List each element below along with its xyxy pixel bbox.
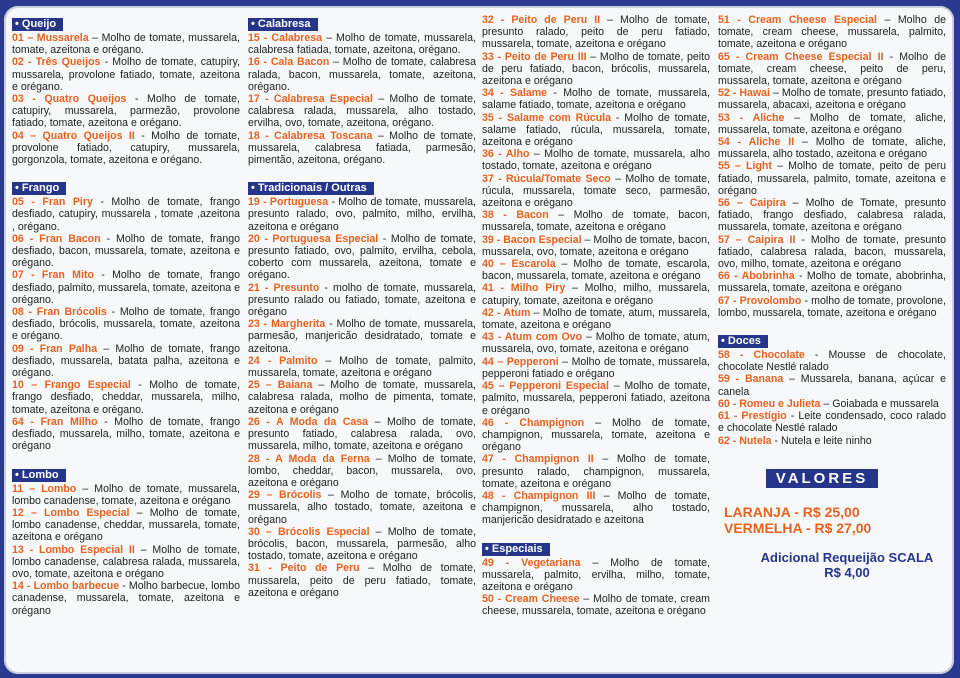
menu-item-description: – Molho de tomate, presunto ralado, champignon, mussarela, tomate, azeitona e orégano <box>482 453 710 490</box>
menu-item <box>12 580 240 617</box>
menu-item-name: 16 - Cala Bacon <box>248 56 330 69</box>
menu-item <box>12 544 240 581</box>
menu-item-description: – Molho de tomate, palmito, mussarela, tomate, azeitona e orégano <box>248 354 476 380</box>
additional-price: R$ 4,00 <box>824 564 870 580</box>
menu-section <box>482 14 710 527</box>
menu-item <box>12 343 240 380</box>
menu-item-description: – Molho de tomate, lombo, cheddar, bacon, mussarela, ovo, azeitona e orégano <box>248 452 476 489</box>
section-title: • Frango <box>12 182 66 195</box>
menu-item-name: 62 - Nutela <box>718 434 772 447</box>
menu-item-description: – Molho de tomate, peito de peru fatiado, bacon, brócolis, mussarela, azeitona e orégano <box>482 50 710 88</box>
menu-item <box>718 197 946 234</box>
menu-item <box>482 453 710 490</box>
menu-item-description: – Molho de tomate, mussarela, calabresa fatiada, tomate, azeitona, orégano. <box>248 32 476 57</box>
section-title: • Especiais <box>482 543 550 556</box>
menu-item-name: 48 - Champignon III <box>482 489 596 502</box>
menu-item-name: 36 - Alho <box>482 148 530 161</box>
menu-item-name: 17 - Calabresa Especial <box>248 93 373 106</box>
menu-item-name: 41 - Milho Piry <box>482 282 566 295</box>
menu-item-description: - Molho de tomate, mussarela, salame fatiado, tomate, azeitona e orégano <box>482 87 710 112</box>
menu-item-name: 37 - Rúcula/Tomate Seco <box>482 172 611 185</box>
menu-item-name: 11 – Lombo <box>12 482 77 495</box>
menu-item-name: 53 - Aliche <box>718 111 785 124</box>
menu-item <box>248 416 476 453</box>
menu-item-name: 56 – Caipira <box>718 197 786 210</box>
menu-item-description: - Molho de tomate, mussarela, parmesão, manjericão desidratado, tomate e azeitona. <box>248 318 476 355</box>
menu-item-description: - Nutela e leite ninho <box>771 434 872 447</box>
menu-item-name: 59 - Banana <box>718 373 784 386</box>
menu-item-name: 51 - Cream Cheese Especial <box>718 14 877 26</box>
menu-item <box>482 209 710 233</box>
menu-item-description: - Molho de tomate, frango desfiado, cheddar, mussarela, milho, tomate, azeitona e orégano. <box>12 379 240 416</box>
menu-item <box>12 416 240 453</box>
menu-item <box>12 379 240 416</box>
menu-item <box>482 307 710 331</box>
menu-item-description: - Mousse de chocolate, chocolate Nestlé ralado <box>718 349 946 374</box>
menu-item-description: – Molho de tomate, presunto ralado, peito de peru fatiado, mussarela, tomate, azeitona e orégano <box>482 14 710 51</box>
additional-info <box>718 550 946 580</box>
menu-item-description: – Molho de tomate, mussarela, peito de peru fatiado, tomate, azeitona e orégano <box>248 562 476 599</box>
menu-section <box>12 465 240 617</box>
menu-item-name: 31 - Peito de Peru <box>248 562 360 575</box>
menu-item-name: 65 - Cream Cheese Especial II <box>718 50 884 63</box>
menu-item-description: – Molho de Tomate, presunto fatiado, frango desfiado, calabresa ralada, mussarela, tomate, azeitona e orégano <box>718 197 946 234</box>
section-title: • Lombo <box>12 469 66 482</box>
menu-item-name: 61 - Prestígio <box>718 410 787 423</box>
menu-item <box>718 435 946 447</box>
menu-item-name: 38 - Bacon <box>482 209 549 222</box>
menu-item <box>12 56 240 93</box>
menu-item-name: 04 – Quatro Queijos II <box>12 129 135 142</box>
menu-item-name: 28 - A Moda da Ferna <box>248 452 370 465</box>
menu-section <box>12 178 240 452</box>
menu-item <box>482 331 710 355</box>
menu-item-name: 30 – Brócolis Especial <box>248 525 370 538</box>
menu-item-name: 09 - Fran Palha <box>12 342 98 355</box>
menu-item-name: 66 - Abobrinha <box>718 270 795 283</box>
menu-item <box>718 87 946 111</box>
menu-item-description: – Molho de tomate, escarola, bacon, mussarela, tomate, azeitona e orégano <box>482 258 711 283</box>
menu-item-description: – Molho de tomate, lombo canadense, calabresa ralada, mussarela, ovo, tomate, azeitona e orégano <box>12 543 240 580</box>
menu-item-name: 25 – Baiana <box>248 379 313 392</box>
menu-item <box>718 112 946 136</box>
menu-section <box>248 178 476 599</box>
menu-item-name: 54 - Aliche II <box>718 136 795 149</box>
menu-item <box>248 489 476 526</box>
menu-item <box>248 56 476 93</box>
menu-item-description: – Molho de tomate, atum, mussarela, tomate, azeitona e orégano <box>482 306 710 332</box>
menu-item <box>12 32 240 56</box>
menu-section <box>718 331 946 447</box>
menu-item-description: – Molho de tomate, mussarela, alho tostado, tomate, azeitona e orégano <box>482 148 711 173</box>
menu-item-description: – Molho de tomate, lombo canadense, cheddar, mussarela, tomate, azeitona e orégano <box>12 506 240 544</box>
menu-item-name: 43 - Atum com Ovo <box>482 331 583 344</box>
section-title: • Calabresa <box>248 18 318 31</box>
menu-item <box>482 51 710 88</box>
menu-item-name: 64 - Fran Milho <box>12 415 98 428</box>
price-list <box>718 504 946 536</box>
menu-item <box>248 355 476 379</box>
menu-item-name: 45 – Pepperoni Especial <box>482 380 609 393</box>
section-title: • Queijo <box>12 18 63 31</box>
menu-column-4 <box>718 14 946 580</box>
menu-item <box>482 557 710 594</box>
menu-item-description: – Molho de tomate, aliche, mussarela, alho tostado, azeitona e orégano <box>718 136 946 161</box>
menu-item <box>482 282 710 306</box>
menu-item <box>248 233 476 282</box>
menu-item-name: 12 – Lombo Especial <box>12 506 130 519</box>
menu-item <box>12 269 240 306</box>
menu-item <box>248 453 476 490</box>
menu-item <box>482 417 710 454</box>
menu-item <box>482 148 710 172</box>
menu-item-name: 03 - Quatro Queijos <box>12 93 127 106</box>
menu-item <box>482 234 710 258</box>
menu-item <box>718 349 946 373</box>
menu-item <box>482 87 710 111</box>
menu-item <box>482 593 710 617</box>
menu-item-name: 40 – Escarola <box>482 258 556 271</box>
menu-item-name: 07 - Fran Mito <box>12 269 94 282</box>
menu-item-description: - Molho de tomate, cream cheese, peito de peru, mussarela, tomate, azeitona e orégano <box>718 50 946 88</box>
menu-item-name: 55 – Light <box>718 160 772 173</box>
menu-item-description: - molho de tomate, mussarela, presunto ralado ou fatiado, tomate, azeitona e orégano <box>248 281 476 319</box>
menu-item-description: - Leite condensado, coco ralado e chocolate Nestlé ralado <box>718 410 946 435</box>
menu-item <box>718 373 946 397</box>
menu-item <box>12 233 240 270</box>
menu-item-name: 33 - Peito de Peru III <box>482 50 587 63</box>
menu-item-description: – Molho de tomate, mussarela, palmito, ervilha, milho, tomate, azeitona e orégano <box>482 556 710 593</box>
menu-item-name: 50 - Cream Cheese <box>482 593 580 606</box>
menu-item <box>248 130 476 167</box>
menu-item <box>248 282 476 319</box>
menu-item-name: 39 - Bacon Especial <box>482 233 582 246</box>
menu-item <box>482 380 710 417</box>
menu-item-name: 32 - Peito de Peru II <box>482 14 601 26</box>
menu-item-name: 42 - Atum <box>482 306 531 319</box>
menu-item-description: – Molho de tomate, rúcula, mussarela, tomate seco, parmesão, azeitona e orégano <box>482 172 710 210</box>
menu-item-description: - Molho de tomate, presunto fatiado, ovo, palmito, ervilha, cebola, coberto com mussarela, azeitona, tomate e orégano. <box>248 232 476 282</box>
menu-item-name: 19 - Portuguesa <box>248 196 329 209</box>
menu-item-name: 15 - Calabresa <box>248 32 323 44</box>
menu-item <box>482 356 710 380</box>
menu-item-name: 02 - Três Queijos <box>12 56 101 69</box>
menu-item-name: 21 - Presunto <box>248 281 320 294</box>
menu-item-description: – Molho de tomate, peito de peru fatiado, mussarela, palmito, tomate, azeitona e orégano <box>718 160 946 197</box>
menu-item-description: - molho de tomate, provolone, lombo, mussarela, tomate, azeitona e orégano <box>718 294 946 319</box>
menu-item-name: 01 – Mussarela <box>12 32 89 44</box>
menu-item-description: – Goiabada e mussarela <box>820 397 939 410</box>
menu-item-description: - Molho de tomate, frango desfiado, brócolis, mussarela, tomate, azeitona e orégano. <box>12 306 241 343</box>
menu-item-description: – Molho de tomate, bacon, mussarela, tomate, azeitona e orégano <box>482 209 710 234</box>
menu-item-description: – Molho de tomate, champignon, mussarela, alho tostado, manjericão desidratado e azeitona <box>482 489 710 527</box>
menu-item-description: – Molho de tomate, aliche, mussarela, tomate, azeitona e orégano <box>718 111 946 136</box>
menu-item-description: - Molho de tomate, catupiry, mussarela, provolone fatiado, tomate, azeitona e orégano. <box>12 56 240 93</box>
menu-item-name: 20 - Portuguesa Especial <box>248 232 379 245</box>
menu-item-name: 10 – Frango Especial <box>12 379 131 392</box>
menu-item-name: 60 - Romeu e Julieta <box>718 397 821 410</box>
menu-item-name: 29 – Brócolis <box>248 489 322 502</box>
menu-item-name: 08 - Fran Brócolis <box>12 306 107 319</box>
menu-item <box>248 32 476 56</box>
menu-item-name: 24 - Palmito <box>248 354 318 367</box>
menu-item <box>482 173 710 210</box>
menu-item-name: 46 - Champignon <box>482 416 585 429</box>
menu-item <box>248 379 476 416</box>
section-title: • Doces <box>718 335 768 348</box>
menu-item-name: 23 - Margherita <box>248 318 326 331</box>
menu-section <box>718 14 946 319</box>
menu-item-name: 05 - Fran Piry <box>12 196 93 209</box>
menu-item-description: – Molho de tomate, calabresa ralada, mussarela, alho tostado, ervilha, ovo, tomate, azeitona, orégano. <box>248 93 476 130</box>
menu-item-name: 52 - Hawai <box>718 87 770 100</box>
menu-column-3 <box>482 14 710 630</box>
menu-item-description: - Molho de tomate, catupiry, mussarela, parmezão, provolone fatiado, tomate, azeitona e orégano. <box>12 93 240 130</box>
menu-item-name: 67 - Provolombo <box>718 294 802 307</box>
menu-item-description: – Molho de tomate, bacon, mussarela, ovo, tomate, azeitona e orégano <box>482 233 710 258</box>
menu-item-name: 13 - Lombo Especial II <box>12 543 135 556</box>
menu-item-description: – Molho de tomate, mussarela, calabresa fatiada, parmesão, pimentão, azeitona, orégano. <box>248 129 476 167</box>
menu-item-description: – Molho de tomate, mussarela, calabresa ralada, molho de pimenta, tomate, azeitona e orégano <box>248 379 476 416</box>
menu-item-description: – Molho de tomate, frango desfiado, mussarela, batata palha, azeitona e orégano. <box>12 342 240 380</box>
menu-item-description: – Molho de tomate, calabresa ralada, bacon, mussarela, tomate, azeitona, orégano. <box>248 56 476 93</box>
menu-item-description: - Molho de tomate, frango desfiado, mussarela, milho, tomate, azeitona e orégano <box>12 415 240 453</box>
additional-label: Adicional Requeijão SCALA <box>760 549 934 565</box>
menu-item-description: – Molho de tomate, cream cheese, mussarela, tomate, azeitona e orégano <box>482 593 710 618</box>
menu-item-description: – Mussarela, banana, açúcar e canela <box>718 373 946 398</box>
menu-item-description: - Molho barbecue, lombo canadense, mussarela, tomate, azeitona e orégano <box>12 580 240 617</box>
menu-item <box>482 112 710 149</box>
menu-item-description: – Molho de tomate, palmito, mussarela, pepperoni fatiado, azeitona e orégano <box>482 380 711 417</box>
menu-item <box>248 562 476 599</box>
menu-section <box>248 14 476 166</box>
menu-item-name: 57 – Caipira II <box>718 233 796 246</box>
menu-item-name: 14 - Lombo barbecue <box>12 580 120 593</box>
menu-item <box>248 318 476 355</box>
menu-item-name: 18 - Calabresa Toscana <box>248 129 373 142</box>
menu-item-description: – Molho de tomate, cream cheese, mussarela, palmito, tomate, azeitona e orégano <box>718 14 946 51</box>
menu-item <box>12 483 240 507</box>
menu-item <box>248 526 476 563</box>
menu-item <box>248 196 476 233</box>
valores-section <box>718 469 946 488</box>
menu-item-description: - Molho de tomate, salame fatiado, rúcula, mussarela, tomate, azeitona e orégano <box>482 111 710 149</box>
menu-item <box>718 136 946 160</box>
menu-item <box>12 93 240 130</box>
menu-item <box>12 507 240 544</box>
menu-item-description: - Molho de tomate, abobrinha, mussarela, tomate, azeitona e orégano <box>718 270 946 295</box>
menu-item <box>248 93 476 130</box>
menu-item-description: - Molho de tomate, frango desfiado, bacon, mussarela, tomate, azeitona e orégano. <box>12 232 240 270</box>
menu-item-description: – Molho de tomate, atum, mussarela, ovo, tomate, azeitona e orégano <box>482 331 710 356</box>
menu-item <box>482 14 710 51</box>
menu-item-description: - Molho de tomate, provolone fatiado, catupiry, mussarela, gorgonzola, tomate, azeitona e orégano. <box>12 129 240 167</box>
menu-item <box>12 130 240 167</box>
menu-item <box>482 258 710 282</box>
menu-item-name: 26 - A Moda da Casa <box>248 415 369 428</box>
menu-sheet <box>4 6 954 674</box>
menu-section <box>12 14 240 166</box>
section-title: • Tradicionais / Outras <box>248 182 374 195</box>
menu-item-description: - Molho de tomate, presunto fatiado, calabresa ralada, bacon, mussarela, ovo, milho, tomate, azeitona e orégano <box>718 233 946 271</box>
price-laranja: LARANJA - R$ 25,00 <box>724 503 860 520</box>
menu-section <box>482 539 710 618</box>
menu-column-2 <box>248 14 476 611</box>
menu-item-name: 44 – Pepperoni <box>482 355 559 368</box>
menu-item-name: 58 - Chocolate <box>718 349 805 362</box>
menu-item-description: – Molho de tomate, brócolis, mussarela, alho tostado, tomate, azeitona e orégano <box>248 489 476 526</box>
menu-item-name: 34 - Salame <box>482 87 548 100</box>
menu-item <box>718 398 946 410</box>
menu-item-description: – Molho, milho, mussarela, catupiry, tomate, azeitona e orégano <box>482 282 711 307</box>
menu-item-description: – Molho de tomate, presunto fatiado, mussarela, abacaxi, azeitona e orégano <box>718 87 946 112</box>
menu-item <box>12 196 240 233</box>
menu-item-description: – Molho de tomate, mussarela, tomate, azeitona e orégano. <box>12 32 240 57</box>
price-vermelha: VERMELHA - R$ 27,00 <box>724 519 872 536</box>
menu-item-name: 35 - Salame com Rúcula <box>482 111 612 124</box>
menu-item-name: 06 - Fran Bacon <box>12 232 101 245</box>
menu-item-description: – Molho de tomate, brócolis, bacon, mussarela, parmesão, alho tostado, tomate, azeitona e orégano <box>248 525 476 563</box>
menu-column-1 <box>12 14 240 629</box>
menu-item-description: – Molho de tomate, champignon, mussarela, tomate, azeitona e orégano <box>482 416 710 454</box>
menu-item <box>718 51 946 88</box>
menu-item-description: - Molho de tomate, frango desfiado, palmito, mussarela, tomate, azeitona e orégano. <box>12 269 240 306</box>
menu-item <box>12 306 240 343</box>
menu-item <box>718 14 946 51</box>
valores-title: VALORES <box>766 469 878 488</box>
menu-item-description: - Molho de tomate, frango desfiado, catupiry, mussarela , tomate ,azeitona , orégano. <box>12 196 240 233</box>
menu-item <box>482 490 710 527</box>
menu-item <box>718 410 946 434</box>
menu-item-description: – Molho de tomate, mussarela, lombo canadense, tomate, azeitona e orégano <box>12 482 240 507</box>
menu-item-description: – Molho de tomate, presunto fatiado, calabresa ralada, ovo, mussarela, milho, tomate, azeitona e orégano <box>248 415 476 453</box>
menu-item-description: - Molho de tomate, mussarela, presunto ralado, ovo, palmito, milho, ervilha, azeitona e orégano <box>248 196 476 233</box>
menu-item <box>718 234 946 271</box>
menu-item <box>718 160 946 197</box>
menu-item <box>718 270 946 294</box>
menu-item-name: 49 - Vegetariana <box>482 556 581 569</box>
menu-item <box>718 295 946 319</box>
menu-item-name: 47 - Champignon II <box>482 453 594 466</box>
menu-item-description: – Molho de tomate, mussarela, pepperoni fatiado e orégano <box>482 355 710 380</box>
